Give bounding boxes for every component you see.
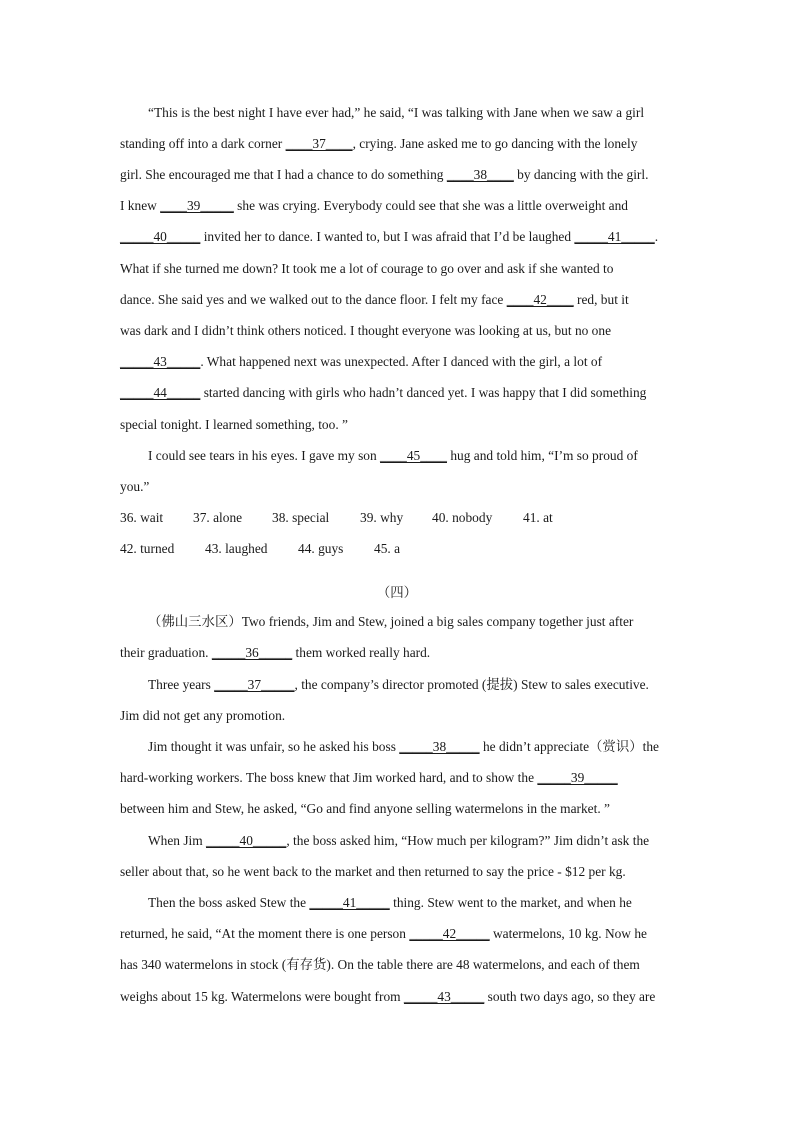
blank-39[interactable]: _____39_____ [537, 770, 618, 785]
text: seller about that, so he went back to the market and then returned to say the price - $12 per kg. [120, 864, 626, 879]
blank-37[interactable]: ____37____ [285, 136, 353, 151]
text: them worked really hard. [292, 645, 431, 660]
passage-line [148, 831, 672, 851]
text: was dark and I didn’t think others noticed. I thought everyone was looking at us, but no one [120, 323, 612, 338]
answer-45: 45. a [374, 541, 401, 556]
passage-line [120, 706, 672, 726]
text: , the company’s director promoted (提拔) Stew to sales executive. [294, 677, 649, 692]
text: , the boss asked him, “How much per kilogram?” Jim didn’t ask the [286, 833, 650, 848]
passage-line [120, 415, 672, 435]
passage-line [120, 643, 672, 663]
text: Then the boss asked Stew the [148, 895, 310, 910]
text: Jim did not get any promotion. [120, 708, 286, 723]
blank-43[interactable]: _____43_____ [120, 354, 201, 369]
blank-37[interactable]: _____37_____ [214, 677, 295, 692]
text: he didn’t appreciate（赏识）the [479, 739, 659, 754]
text: I could see tears in his eyes. I gave my son [148, 448, 381, 463]
blank-43[interactable]: _____43_____ [403, 989, 485, 1004]
text: their graduation. [120, 645, 212, 660]
text: What if she turned me down? It took me a lot of courage to go over and ask if she wanted to [120, 261, 614, 276]
text: has 340 watermelons in stock (有存货). On the table there are 48 watermelons, and each of them [120, 957, 640, 972]
text: weighs about 15 kg. Watermelons were bought from [120, 989, 404, 1004]
blank-40[interactable]: _____40_____ [206, 833, 287, 848]
text: red, but it [573, 292, 629, 307]
blank-42[interactable]: _____42_____ [409, 926, 490, 941]
blank-36[interactable]: _____36_____ [211, 645, 293, 660]
passage-line [120, 165, 672, 185]
answer-41: 41. at [523, 510, 553, 525]
blank-39[interactable]: ____39_____ [160, 198, 234, 213]
text: by dancing with the girl. [513, 167, 649, 182]
text: （佛山三水区）Two friends, Jim and Stew, joined a big sales company together just after [148, 614, 634, 629]
answer-40: 40. nobody [432, 510, 493, 525]
passage-line [120, 477, 672, 497]
text: thing. Stew went to the market, and when he [389, 895, 632, 910]
text: , crying. Jane asked me to go dancing with the lonely [352, 136, 638, 151]
text: hard-working workers. The boss knew that Jim worked hard, and to show the [120, 770, 538, 785]
passage-line [120, 134, 672, 154]
passage-line [148, 737, 672, 757]
text: standing off into a dark corner [120, 136, 286, 151]
text: returned, he said, “At the moment there is one person [120, 926, 410, 941]
text: watermelons, 10 kg. Now he [489, 926, 647, 941]
text: I knew [120, 198, 161, 213]
answer-36: 36. wait [120, 510, 164, 525]
passage-line [148, 675, 672, 695]
answer-42: 42. turned [120, 541, 175, 556]
answer-38: 38. special [272, 510, 330, 525]
answer-37: 37. alone [193, 510, 243, 525]
text: started dancing with girls who hadn’t danced yet. I was happy that I did something [200, 385, 647, 400]
passage-line [120, 321, 672, 341]
blank-41[interactable]: _____41_____ [574, 229, 655, 244]
passage-line [120, 987, 672, 1007]
text: dance. She said yes and we walked out to the dance floor. I felt my face [120, 292, 507, 307]
passage-line [148, 893, 672, 913]
text: “This is the best night I have ever had,” he said, “I was talking with Jane when we saw a girl [148, 105, 645, 120]
blank-40[interactable]: _____40_____ [120, 229, 201, 244]
text: you.” [120, 479, 150, 494]
text: Jim thought it was unfair, so he asked his boss [148, 739, 400, 754]
text: special tonight. I learned something, too. ” [120, 417, 348, 432]
text: hug and told him, “I’m so proud of [447, 448, 638, 463]
passage-line [148, 103, 672, 123]
passage-line [120, 924, 672, 944]
text: between him and Stew, he asked, “Go and find anyone selling watermelons in the market. ” [120, 801, 610, 816]
passage-line [120, 955, 672, 975]
section-heading: （四） [376, 585, 418, 600]
answer-44: 44. guys [298, 541, 344, 556]
blank-45[interactable]: ____45____ [380, 448, 447, 463]
blank-38[interactable]: _____38_____ [399, 739, 480, 754]
answer-43: 43. laughed [205, 541, 268, 556]
passage-line [120, 383, 672, 403]
blank-44[interactable]: _____44_____ [120, 385, 201, 400]
passage-line [148, 612, 672, 632]
passage-line [120, 352, 672, 372]
text: . [654, 229, 659, 244]
text: invited her to dance. I wanted to, but I was afraid that I’d be laughed [200, 229, 575, 244]
passage-line [148, 446, 672, 466]
text: Three years [148, 677, 215, 692]
blank-41[interactable]: _____41_____ [309, 895, 390, 910]
text: she was crying. Everybody could see that she was a little overweight and [233, 198, 628, 213]
text: south two days ago, so they are [484, 989, 656, 1004]
blank-42[interactable]: ____42____ [506, 292, 574, 307]
passage-line [120, 768, 672, 788]
passage-line [120, 290, 672, 310]
passage-line [120, 227, 672, 247]
passage-line [120, 259, 672, 279]
text: . What happened next was unexpected. After I danced with the girl, a lot of [200, 354, 603, 369]
passage-line [120, 799, 672, 819]
text: girl. She encouraged me that I had a chance to do something [120, 167, 447, 182]
blank-38[interactable]: ____38____ [446, 167, 514, 182]
passage-line [120, 196, 672, 216]
answer-39: 39. why [360, 510, 404, 525]
passage-line [120, 862, 672, 882]
text: When Jim [148, 833, 207, 848]
